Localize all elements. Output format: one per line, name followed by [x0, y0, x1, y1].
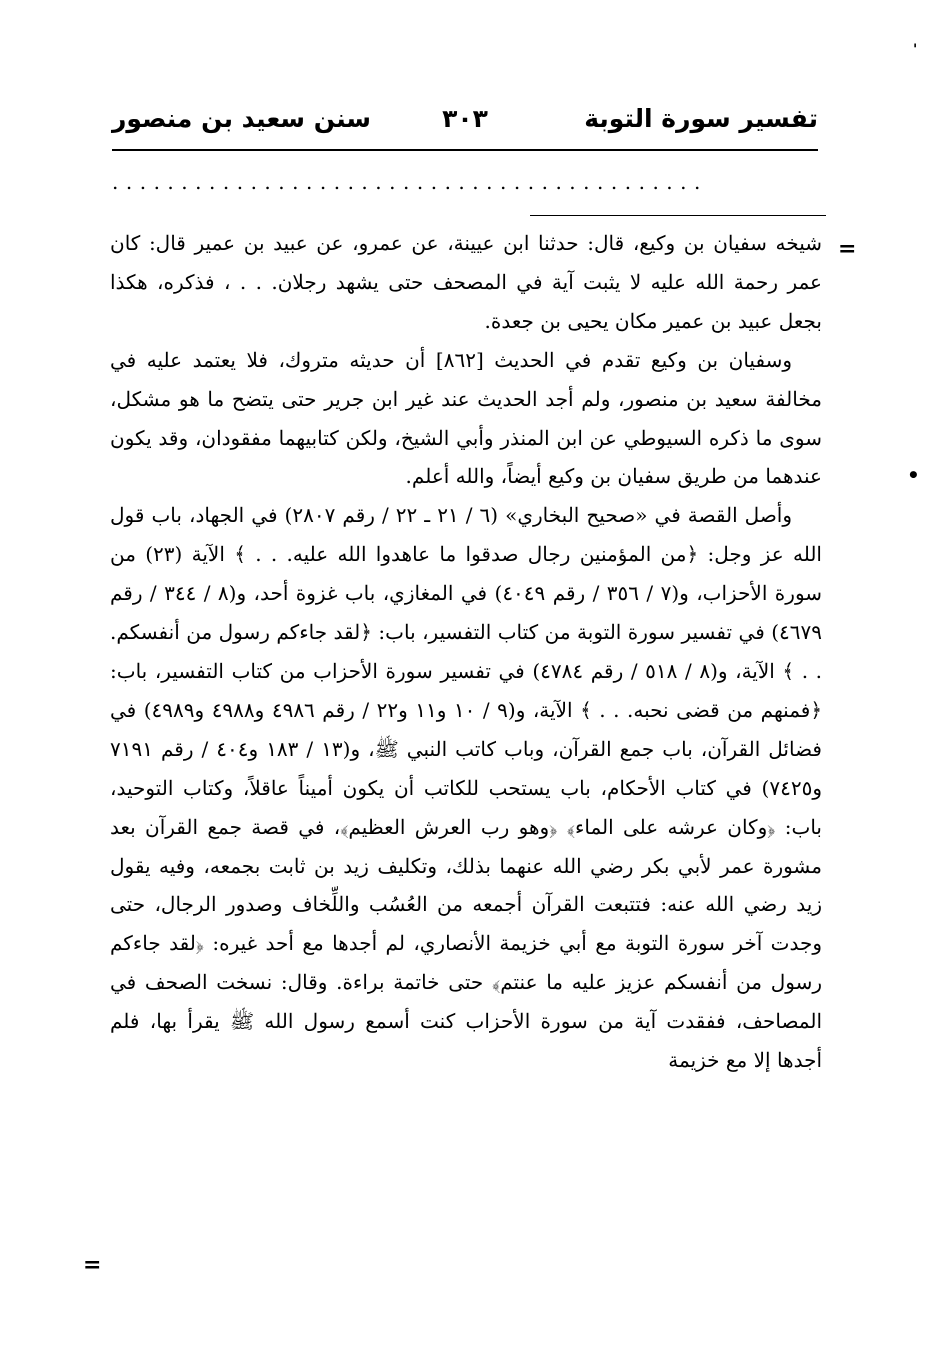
running-header: [112, 104, 818, 144]
dotted-separator: ...........................................: [112, 170, 708, 194]
footnote-rule: [530, 215, 826, 216]
page-number: ٣٠٣: [442, 104, 488, 133]
header-rule: [112, 149, 818, 151]
continuation-mark-top: =: [838, 236, 857, 262]
paragraph-3: وأصل القصة في «صحيح البخاري» (٦ / ٢١ ـ ٢٢ / رقم ٢٨٠٧) في الجهاد، باب قول الله عز وجل: ﴿من المؤمنين رجال صدقوا ما عاهدوا الله عليه. . . ﴾ الآية (٢٣) من سورة الأحزاب، و(٧ / ٣٥٦ / رقم ٤٠٤٩) في المغازي، باب غزوة أحد، و(٨ / ٣٤٤ / رقم ٤٦٧٩) في تفسير سورة التوبة من كتاب التفسير، باب: ﴿لقد جاءكم رسول من أنفسكم. . . ﴾ الآية، و(٨ / ٥١٨ / رقم ٤٧٨٤) في تفسير سورة الأحزاب من كتاب التفسير، باب: ﴿فمنهم من قضى نحبه. . . ﴾ الآية، و(٩ / ١٠ و١١ و٢٢ / رقم ٤٩٨٦ و٤٩٨٨ و٤٩٨٩) في فضائل القرآن، باب جمع القرآن، وباب كاتب النبي ﷺ، و(١٣ / ١٨٣ و٤٠٤ / رقم ٧١٩١ و٧٤٢٥) في كتاب الأحكام، باب يستحب للكاتب أن يكون أميناً عاقلاً، وكتاب التوحيد، باب: ﴿وكان عرشه على الماء﴾ ﴿وهو رب العرش العظيم﴾، في قصة جمع القرآن بعد مشورة عمر لأبي بكر رضي الله عنهما بذلك، وتكليف زيد بن ثابت بجمعه، وفيه يقول زيد رضي الله عنه: فتتبعت القرآن أجمعه من العُسُب واللِّخاف وصدور الرجال، حتى وجدت آخر سورة التوبة مع أبي خزيمة الأنصاري، لم أجدها مع أحد غيره: ﴿لقد جاءكم رسول من أنفسكم عزيز عليه ما عنتم﴾ حتى خاتمة براءة. وقال: نسخت الصحف في المصاحف، ففقدت آية من سورة الأحزاب كنت أسمع رسول الله ﷺ يقرأ بها، فلم أجدها إلا مع خزيمة: [110, 503, 823, 1073]
paragraph-2: وسفيان بن وكيع تقدم في الحديث [٨٦٢] أن حديثه متروك، فلا يعتمد عليه في مخالفة سعيد بن منصور، ولم أجد الحديث عند غير ابن جرير حتى يتضح ما هو مشكل، سوى ما ذكره السيوطي عن ابن المنذر وأبي الشيخ، ولكن كتابيهما مفقودان، وقد يكون عندهما من طريق سفيان بن وكيع أيضاً، والله أعلم.: [110, 347, 822, 489]
chapter-title: تفسير سورة التوبة: [584, 104, 818, 133]
corner-mark: ': [913, 42, 918, 58]
margin-bullet: •: [907, 463, 920, 487]
continuation-mark-bottom: =: [83, 1252, 102, 1278]
paragraph-1: شيخه سفيان بن وكيع، قال: حدثنا ابن عيينة، عن عمرو، عن عبيد بن عمير قال: كان عمر رحمة الله عليه لا يثبت آية في المصحف حتى يشهد رجلان. . . ، فذكره، هكذا بجعل عبيد بن عمير مكان يحيى بن جعدة.: [110, 231, 822, 333]
book-title: سنن سعيد بن منصور: [112, 104, 372, 133]
footnote-text: [110, 224, 822, 1080]
